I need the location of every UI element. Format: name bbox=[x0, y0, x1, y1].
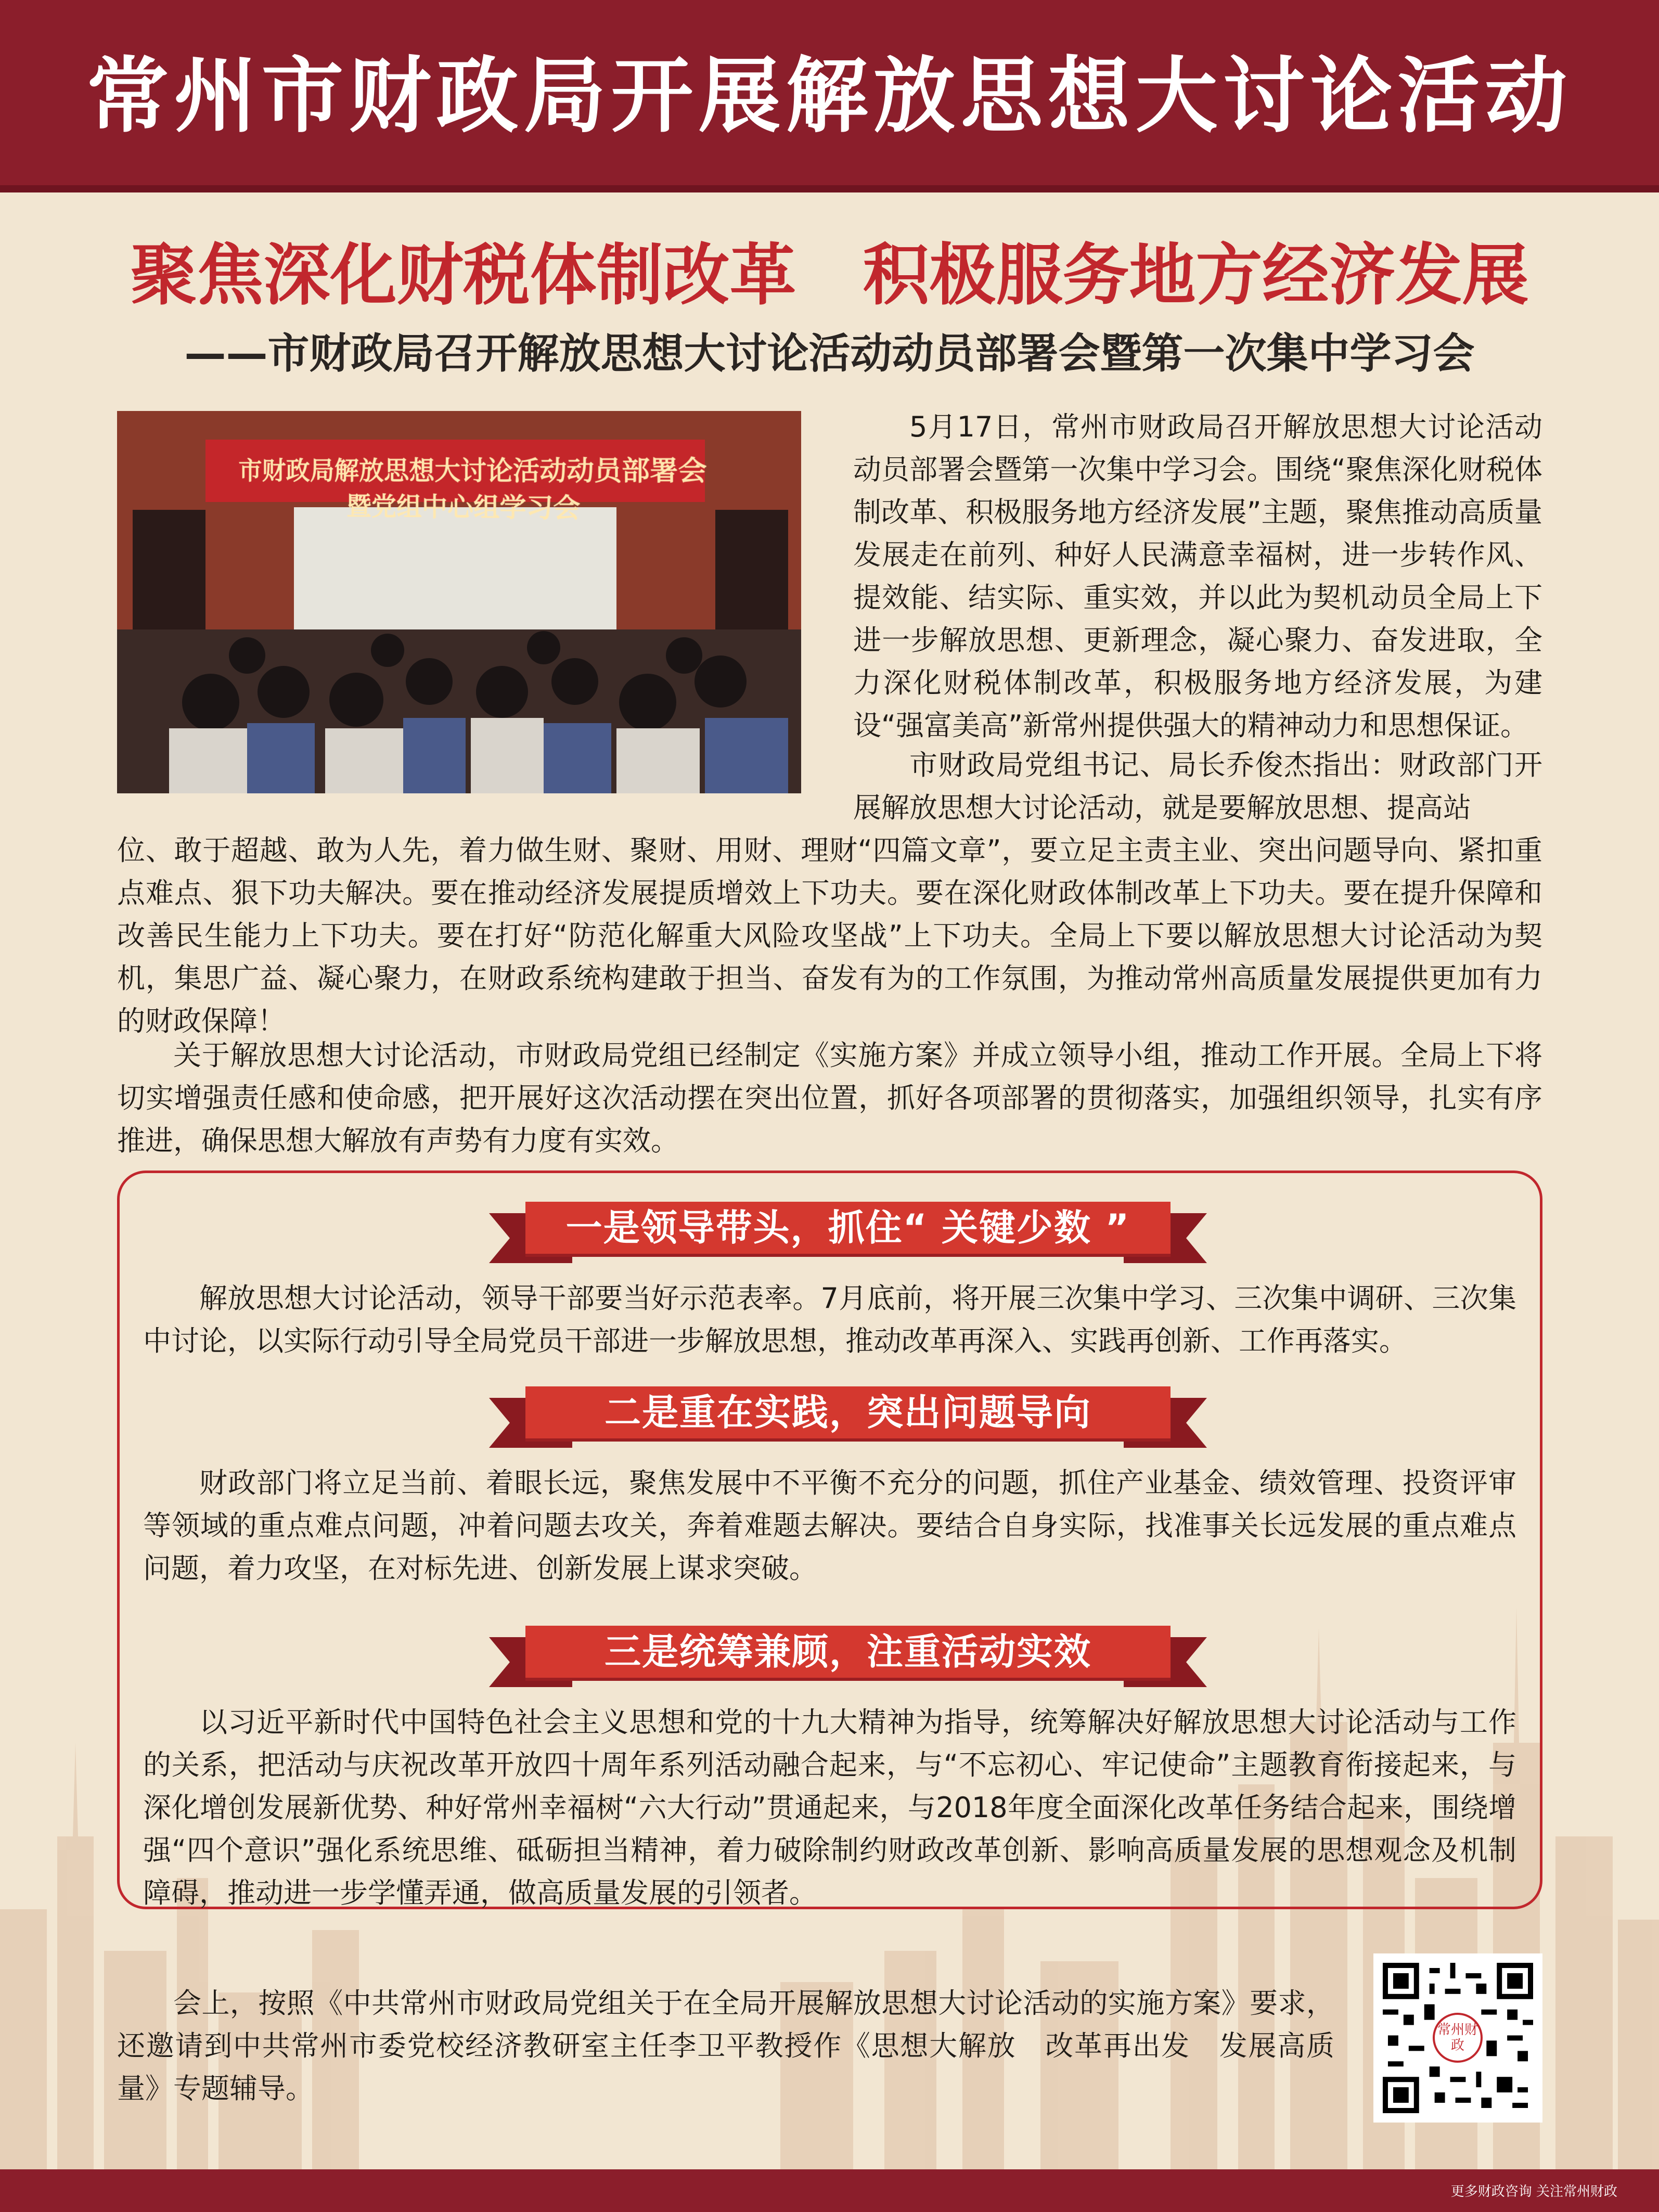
section-1-title: 一是领导带头，抓住“ 关键少数 ” bbox=[525, 1202, 1171, 1254]
photo-banner-text: 市财政局解放思想大讨论活动动员部署会暨党组中心组学习会 bbox=[238, 454, 707, 524]
qr-code[interactable] bbox=[1373, 1953, 1542, 2123]
section-3-ribbon bbox=[525, 1626, 1171, 1688]
section-3-title: 三是统筹兼顾，注重活动实效 bbox=[525, 1626, 1171, 1678]
section-3-text: 以习近平新时代中国特色社会主义思想和党的十九大精神为指导，统筹解决好解放思想大讨论活动与工作的关系，把活动与庆祝改革开放四十周年系列活动融合起来，与“不忘初心、牢记使命”主题教育衔接起来，与深化增创发展新优势、种好常州幸福树“六大行动”贯通起来，与2018年度全面深化改革任务结合起来，围绕增强“四个意识”强化系统思维、砥砺担当精神，着力破除制约财政改革创新、影响高质量发展的思想观念及机制障碍，推动进一步学懂弄通，做高质量发展的引领者。 bbox=[143, 1706, 1516, 1909]
section-1-ribbon bbox=[525, 1202, 1171, 1264]
section-2-title: 二是重在实践，突出问题导向 bbox=[525, 1386, 1171, 1438]
section-2-text: 财政部门将立足当前、着眼长远，聚焦发展中不平衡不充分的问题，抓住产业基金、绩效管理、投资评审等领域的重点难点问题，冲着问题去攻关，奔着难题去解决。要结合自身实际，找准事关长远发展的重点难点问题，着力攻坚，在对标先进、创新发展上谋求突破。 bbox=[143, 1467, 1516, 1585]
closing-paragraph: 会上，按照《中共常州市财政局党组关于在全局开展解放思想大讨论活动的实施方案》要求，还邀请到中共常州市委党校经济教研室主任李卫平教授作《思想大解放 改革再出发 发展高质量》专题辅导。 bbox=[117, 1987, 1334, 2105]
article-subheadline: ——市财政局召开解放思想大讨论活动动员部署会暨第一次集中学习会 bbox=[184, 329, 1475, 378]
footer-bar bbox=[0, 2169, 1659, 2212]
article-headline: 聚焦深化财税体制改革 积极服务地方经济发展 bbox=[130, 237, 1529, 314]
footer-note: 更多财政咨询 关注常州财政 bbox=[1450, 2184, 1617, 2200]
article-paragraph-2-rest: 位、敢于超越、敢为人先，着力做生财、聚财、用财、理财“四篇文章”，要立足主责主业、突出问题导向、紧扣重点难点、狠下功夫解决。要在推动经济发展提质增效上下功夫。要在深化财政体制改革上下功夫。要在提升保障和改善民生能力上下功夫。要在打好“防范化解重大风险攻坚战”上下功夫。全局上下要以解放思想大讨论活动为契机，集思广益、凝心聚力，在财政系统构建敢于担当、奋发有为的工作氛围，为推动常州高质量发展提供更加有力的财政保障！ bbox=[117, 834, 1542, 1037]
meeting-photo bbox=[117, 411, 801, 793]
article-paragraph-2-head: 市财政局党组书记、局长乔俊杰指出：财政部门开展解放思想大讨论活动，就是要解放思想、提高站 bbox=[853, 749, 1542, 824]
section-2-ribbon bbox=[525, 1386, 1171, 1449]
header-bar bbox=[0, 0, 1659, 192]
page-title: 常州市财政局开展解放思想大讨论活动 bbox=[86, 48, 1573, 144]
article-paragraph-1: 5月17日，常州市财政局召开解放思想大讨论活动动员部署会暨第一次集中学习会。围绕“聚焦深化财税体制改革、积极服务地方经济发展”主题，聚焦推动高质量发展走在前列、种好人民满意幸福树，进一步转作风、提效能、结实际、重实效，并以此为契机动员全局上下进一步解放思想、更新理念，凝心聚力、奋发进取，全力深化财税体制改革，积极服务地方经济发展，为建设“强富美高”新常州提供强大的精神动力和思想保证。 bbox=[853, 410, 1542, 742]
article-paragraph-3: 关于解放思想大讨论活动，市财政局党组已经制定《实施方案》并成立领导小组，推动工作开展。全局上下将切实增强责任感和使命感，把开展好这次活动摆在突出位置，抓好各项部署的贯彻落实，加强组织领导，扎实有序推进，确保思想大解放有声势有力度有实效。 bbox=[117, 1039, 1542, 1157]
qr-logo-seal: 常州财政 bbox=[1433, 2013, 1483, 2063]
section-1-text: 解放思想大讨论活动，领导干部要当好示范表率。7月底前，将开展三次集中学习、三次集中调研、三次集中讨论，以实际行动引导全局党员干部进一步解放思想，推动改革再深入、实践再创新、工作再落实。 bbox=[143, 1282, 1516, 1357]
